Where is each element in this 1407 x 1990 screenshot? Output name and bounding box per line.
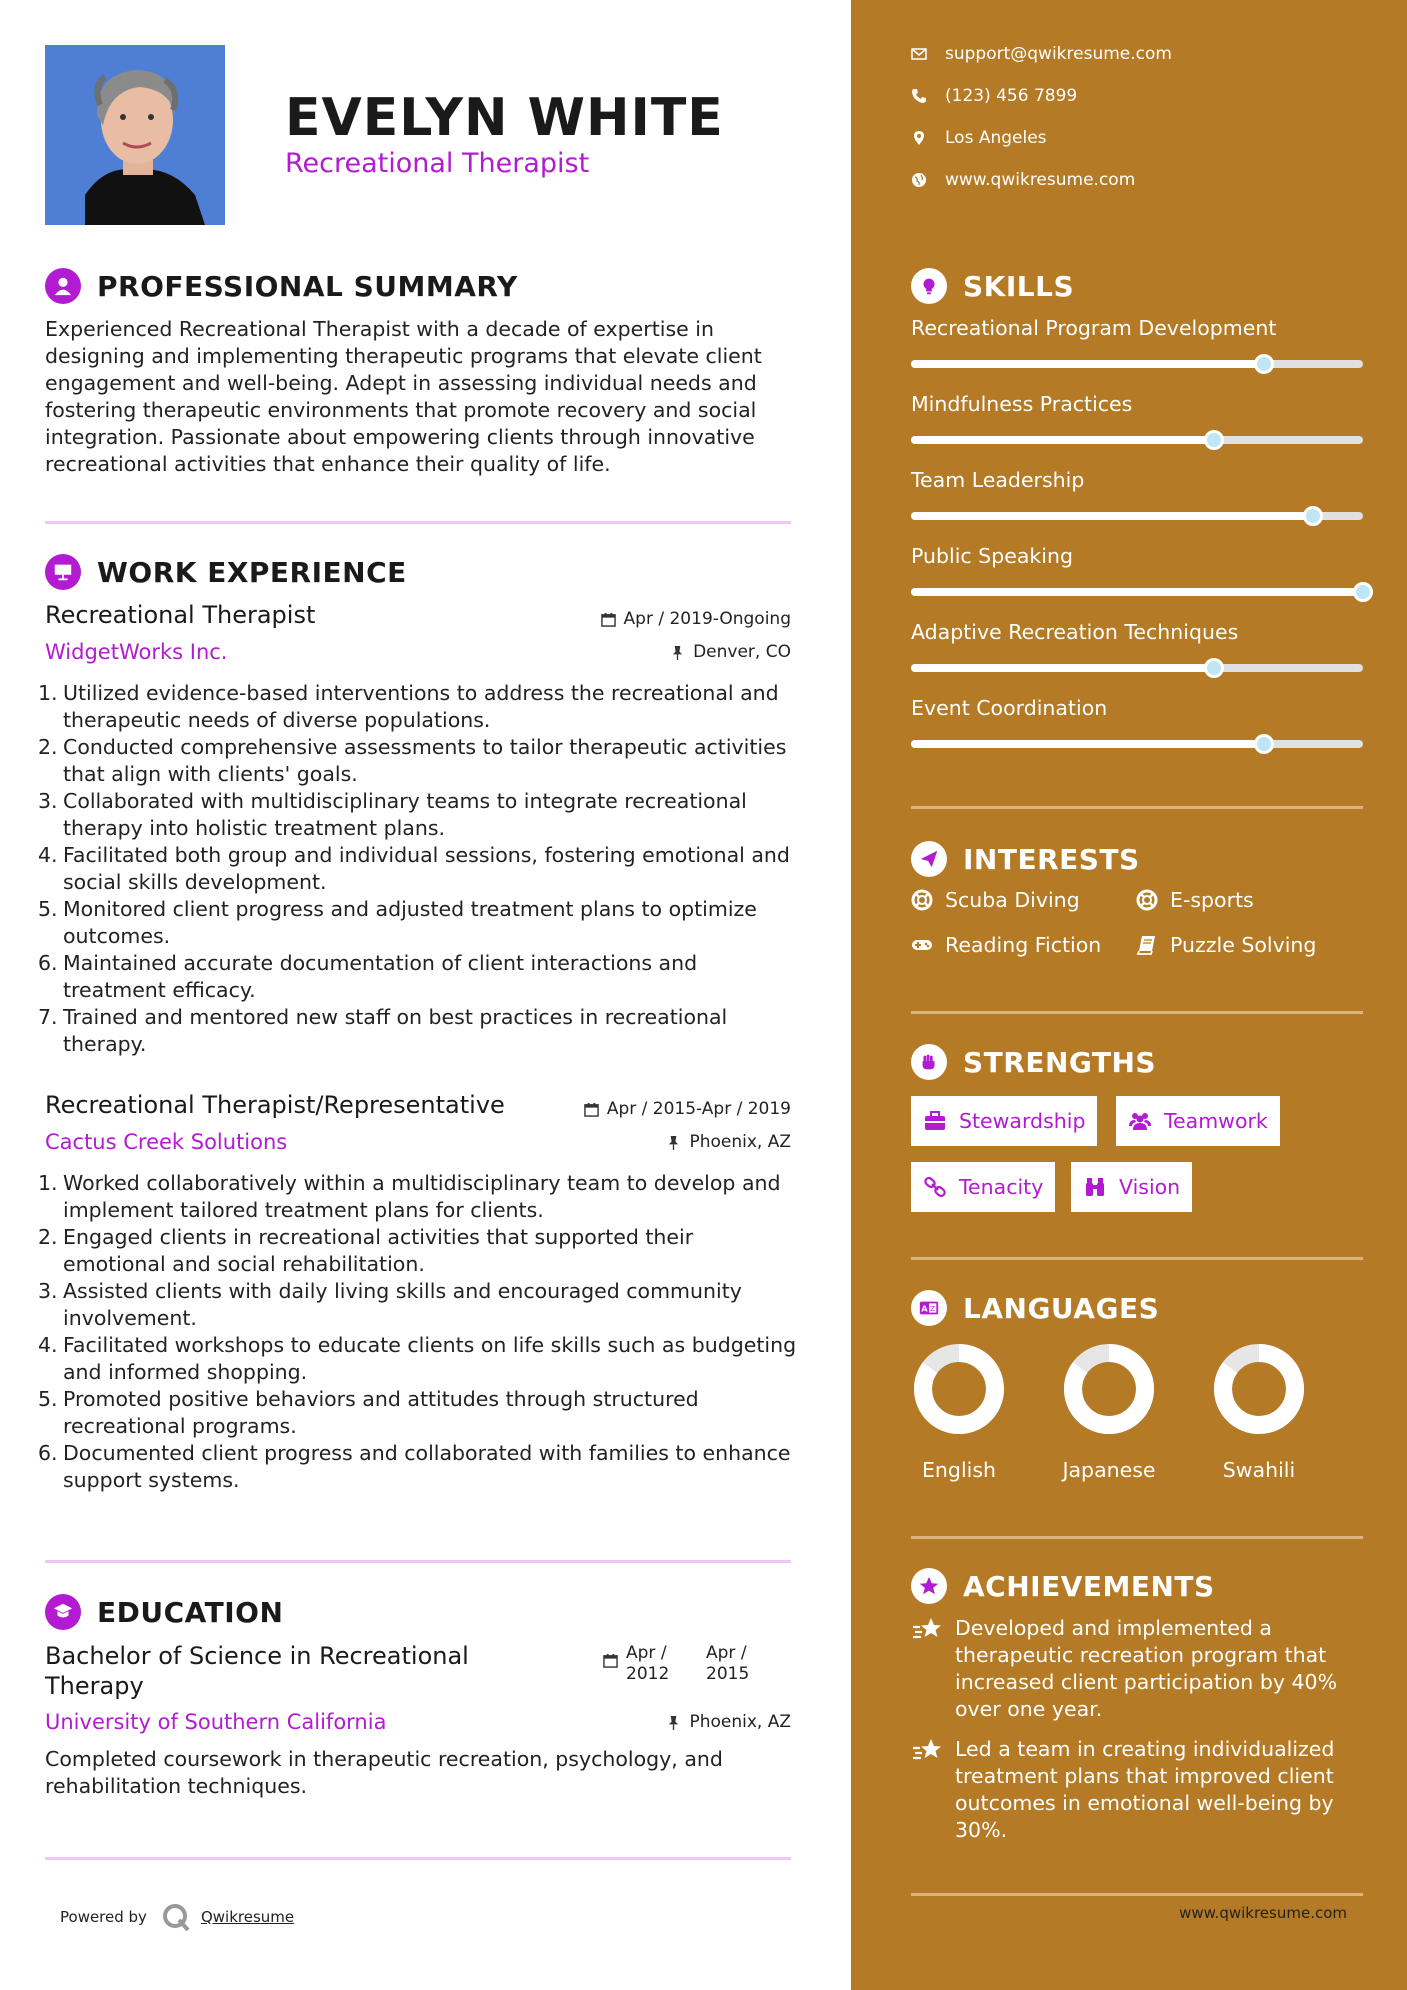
responsibility-item <box>38 1170 798 1224</box>
contact-website-text: www.qwikresume.com <box>945 170 1136 190</box>
strength-badge <box>1116 1096 1280 1146</box>
responsibility-text: Maintained accurate documentation of client interactions and treatment efficacy. <box>63 951 698 1002</box>
responsibility-number: 2. <box>38 735 58 759</box>
skill-bar-fill <box>911 512 1313 520</box>
interest-item <box>1136 933 1316 957</box>
education-end-month: Apr / <box>706 1643 747 1663</box>
skill-slider-knob <box>1254 354 1274 374</box>
education-header <box>45 1594 283 1630</box>
skill-bar <box>911 360 1363 368</box>
job-company: Cactus Creek Solutions <box>45 1130 288 1154</box>
language-name: Japanese <box>1062 1458 1156 1482</box>
degree-line-1: Bachelor of Science in Recreational <box>45 1642 469 1670</box>
responsibility-item <box>38 1278 798 1332</box>
skill-bar <box>911 436 1363 444</box>
contact-phone[interactable] <box>911 86 1077 106</box>
interest-label: Reading Fiction <box>945 933 1102 957</box>
language-name: English <box>921 1458 997 1482</box>
footer-website[interactable]: www.qwikresume.com <box>1179 1904 1347 1922</box>
powered-by <box>60 1902 294 1932</box>
responsibility-item <box>38 1332 798 1386</box>
lifebuoy-icon <box>911 889 933 911</box>
responsibility-item <box>38 1386 798 1440</box>
job-title: Recreational Therapist <box>45 601 316 629</box>
school-name: University of Southern California <box>45 1710 387 1734</box>
language-ring <box>1212 1342 1306 1436</box>
skill-name: Event Coordination <box>911 696 1108 720</box>
responsibility-number: 3. <box>38 789 58 813</box>
interest-item <box>911 933 1101 957</box>
responsibility-number: 5. <box>38 897 58 921</box>
summary-text: Experienced Recreational Therapist with a decade of expertise in designing and implementing therapeutic programs that elevate client engagement and well-being. Adept in assessing individual needs and fostering therapeutic environments that promote recovery and social integration. Passionate about empowering clients through innovative recreational activities that enhance their quality of life. <box>45 317 762 476</box>
strengths-header <box>911 1044 1156 1080</box>
graduate-icon <box>45 1594 81 1630</box>
strength-label: Tenacity <box>959 1175 1044 1199</box>
education-title: EDUCATION <box>97 1595 284 1629</box>
responsibility-number: 2. <box>38 1225 58 1249</box>
strength-badge <box>911 1096 1097 1146</box>
interest-label: Scuba Diving <box>945 888 1080 912</box>
job-responsibilities <box>38 1170 798 1494</box>
section-divider <box>45 1560 791 1563</box>
skill-slider-knob <box>1204 430 1224 450</box>
globe-icon <box>911 172 927 188</box>
achievement-item <box>911 1736 1366 1844</box>
section-divider <box>911 1893 1363 1896</box>
skill-bar-fill <box>911 436 1214 444</box>
education-start-year: 2012 <box>626 1664 670 1684</box>
link-icon <box>923 1175 947 1199</box>
svg-text:A: A <box>921 1303 928 1314</box>
responsibility-item <box>38 734 798 788</box>
portrait-image <box>45 45 225 225</box>
responsibility-item <box>38 842 798 896</box>
skill-bar-fill <box>911 664 1214 672</box>
qwikresume-logo-icon <box>161 1902 191 1932</box>
job-company: WidgetWorks Inc. <box>45 640 228 664</box>
skill-bar <box>911 740 1363 748</box>
job-dates <box>584 1099 791 1119</box>
responsibility-number: 1. <box>38 681 58 705</box>
interest-item <box>911 888 1080 912</box>
achievement-item <box>911 1615 1366 1723</box>
responsibility-text: Trained and mentored new staff on best practices in recreational therapy. <box>63 1005 728 1056</box>
skill-bar-fill <box>911 740 1264 748</box>
section-divider <box>911 806 1363 809</box>
phone-icon <box>911 88 927 104</box>
responsibility-item <box>38 1004 798 1058</box>
section-divider <box>45 521 791 524</box>
strength-label: Stewardship <box>959 1109 1086 1133</box>
responsibility-text: Documented client progress and collaborated with families to enhance support systems. <box>63 1441 791 1492</box>
profile-photo <box>45 45 225 225</box>
section-divider <box>911 1011 1363 1014</box>
shooting-star-icon <box>911 1613 945 1647</box>
presentation-icon <box>45 554 81 590</box>
responsibility-item <box>38 1224 798 1278</box>
location-icon <box>911 130 927 146</box>
interest-item <box>1136 888 1254 912</box>
responsibility-text: Assisted clients with daily living skills and encouraged community involvement. <box>63 1279 742 1330</box>
skill-name: Mindfulness Practices <box>911 392 1133 416</box>
responsibility-text: Worked collaboratively within a multidisciplinary team to develop and implement tailored treatment plans for clients. <box>63 1171 781 1222</box>
responsibility-text: Facilitated workshops to educate clients on life skills such as budgeting and informed shopping. <box>63 1333 797 1384</box>
translate-icon <box>911 1290 947 1326</box>
achievement-text: Developed and implemented a therapeutic recreation program that increased client participation by 40% over one year. <box>955 1616 1338 1721</box>
powered-by-label: Powered by <box>60 1908 147 1926</box>
responsibility-number: 4. <box>38 843 58 867</box>
binoculars-icon <box>1083 1175 1107 1199</box>
section-divider <box>911 1536 1363 1539</box>
strength-label: Vision <box>1119 1175 1181 1199</box>
job-responsibilities <box>38 680 798 1058</box>
lightbulb-icon <box>911 268 947 304</box>
responsibility-item <box>38 950 798 1004</box>
language-ring <box>912 1342 1006 1436</box>
brand-link[interactable]: Qwikresume <box>200 1908 295 1926</box>
education-text: Completed coursework in therapeutic recreation, psychology, and rehabilitation techniques. <box>45 1747 723 1798</box>
responsibility-text: Promoted positive behaviors and attitudes through structured recreational programs. <box>63 1387 699 1438</box>
language-name: Swahili <box>1222 1458 1296 1482</box>
language-item <box>1054 1342 1164 1482</box>
job-dates-text: Apr / 2015-Apr / 2019 <box>606 1099 791 1119</box>
contact-location <box>911 128 1047 148</box>
experience-header <box>45 554 407 590</box>
skills-title: SKILLS <box>963 269 1075 303</box>
language-item <box>1204 1342 1314 1482</box>
summary-title: PROFESSIONAL SUMMARY <box>97 269 518 303</box>
job-location-text: Denver, CO <box>693 642 791 662</box>
achievements-title: ACHIEVEMENTS <box>963 1569 1215 1603</box>
achievement-text: Led a team in creating individualized treatment plans that improved client outcomes in emotional well-being by 30%. <box>955 1737 1335 1842</box>
education-end <box>706 1643 749 1685</box>
responsibility-number: 1. <box>38 1171 58 1195</box>
responsibility-item <box>38 1440 798 1494</box>
sidebar <box>851 0 1407 1990</box>
skill-bar <box>911 512 1363 520</box>
pin-icon <box>666 1135 681 1150</box>
job-location <box>670 642 791 662</box>
education-dates <box>603 1643 749 1685</box>
responsibility-number: 5. <box>38 1387 58 1411</box>
responsibility-number: 6. <box>38 1441 58 1465</box>
responsibility-number: 6. <box>38 951 58 975</box>
pin-icon <box>666 1715 681 1730</box>
strength-badge <box>1071 1162 1192 1212</box>
contact-phone-text: (123) 456 7899 <box>945 86 1078 106</box>
responsibility-text: Monitored client progress and adjusted treatment plans to optimize outcomes. <box>63 897 757 948</box>
skill-slider-knob <box>1353 582 1373 602</box>
job-title: Recreational Therapist/Representative <box>45 1091 505 1119</box>
responsibility-item <box>38 896 798 950</box>
responsibility-text: Facilitated both group and individual sessions, fostering emotional and social skills development. <box>63 843 790 894</box>
calendar-icon <box>601 612 616 627</box>
skill-bar <box>911 664 1363 672</box>
candidate-role: Recreational Therapist <box>285 148 590 179</box>
contact-location-text: Los Angeles <box>945 128 1047 148</box>
degree-title <box>45 1641 469 1701</box>
skills-header <box>911 268 1074 304</box>
skill-slider-knob <box>1254 734 1274 754</box>
responsibility-number: 3. <box>38 1279 58 1303</box>
language-item <box>904 1342 1014 1482</box>
education-end-year: 2015 <box>706 1664 750 1684</box>
strengths-title: STRENGTHS <box>963 1045 1157 1079</box>
fist-icon <box>911 1044 947 1080</box>
education-location-text: Phoenix, AZ <box>689 1712 791 1732</box>
star-icon <box>911 1568 947 1604</box>
responsibility-number: 7. <box>38 1005 58 1029</box>
section-divider <box>45 1857 791 1860</box>
contact-website[interactable] <box>911 170 1135 190</box>
skill-name: Team Leadership <box>911 468 1085 492</box>
skill-bar <box>911 588 1363 596</box>
skill-slider-knob <box>1303 506 1323 526</box>
skill-name: Recreational Program Development <box>911 316 1277 340</box>
skill-slider-knob <box>1204 658 1224 678</box>
contact-email[interactable] <box>911 44 1172 64</box>
degree-line-2: Therapy <box>45 1672 144 1700</box>
education-start-month: Apr / <box>626 1643 667 1663</box>
contact-email-text: support@qwikresume.com <box>945 44 1172 64</box>
languages-title: LANGUAGES <box>963 1291 1160 1325</box>
job-dates <box>601 609 791 629</box>
skill-name: Adaptive Recreation Techniques <box>911 620 1239 644</box>
education-location <box>666 1712 791 1732</box>
lifebuoy-icon <box>1136 889 1158 911</box>
responsibility-number: 4. <box>38 1333 58 1357</box>
calendar-icon <box>584 1102 599 1117</box>
skill-bar-fill <box>911 588 1363 596</box>
interest-label: E-sports <box>1170 888 1254 912</box>
languages-header <box>911 1290 1159 1326</box>
responsibility-text: Utilized evidence-based interventions to address the recreational and therapeutic needs of diverse populations. <box>63 681 779 732</box>
briefcase-icon <box>923 1109 947 1133</box>
responsibility-text: Engaged clients in recreational activities that supported their emotional and social rehabilitation. <box>63 1225 694 1276</box>
responsibility-text: Collaborated with multidisciplinary teams to integrate recreational therapy into holistic treatment plans. <box>63 789 747 840</box>
skill-name: Public Speaking <box>911 544 1073 568</box>
users-icon <box>1128 1109 1152 1133</box>
candidate-name: EVELYN WHITE <box>285 88 724 148</box>
responsibility-text: Conducted comprehensive assessments to tailor therapeutic activities that align with clients' goals. <box>63 735 787 786</box>
interest-label: Puzzle Solving <box>1170 933 1317 957</box>
experience-title: WORK EXPERIENCE <box>97 555 407 589</box>
summary-header <box>45 268 518 304</box>
strength-badge <box>911 1162 1055 1212</box>
strength-label: Teamwork <box>1164 1109 1268 1133</box>
skill-bar-fill <box>911 360 1264 368</box>
book-icon <box>1136 934 1158 956</box>
calendar-icon <box>603 1653 618 1668</box>
achievements-header <box>911 1568 1215 1604</box>
envelope-icon <box>911 46 927 62</box>
responsibility-item <box>38 680 798 734</box>
paper-plane-icon <box>911 841 947 877</box>
user-icon <box>45 268 81 304</box>
education-start <box>626 1643 706 1685</box>
interests-header <box>911 841 1140 877</box>
pin-icon <box>670 645 685 660</box>
svg-text:Z: Z <box>930 1304 936 1314</box>
job-location <box>666 1132 791 1152</box>
interests-title: INTERESTS <box>963 842 1140 876</box>
section-divider <box>911 1257 1363 1260</box>
responsibility-item <box>38 788 798 842</box>
language-ring <box>1062 1342 1156 1436</box>
gamepad-icon <box>911 934 933 956</box>
job-location-text: Phoenix, AZ <box>689 1132 791 1152</box>
job-dates-text: Apr / 2019-Ongoing <box>623 609 791 629</box>
shooting-star-icon <box>911 1734 945 1768</box>
